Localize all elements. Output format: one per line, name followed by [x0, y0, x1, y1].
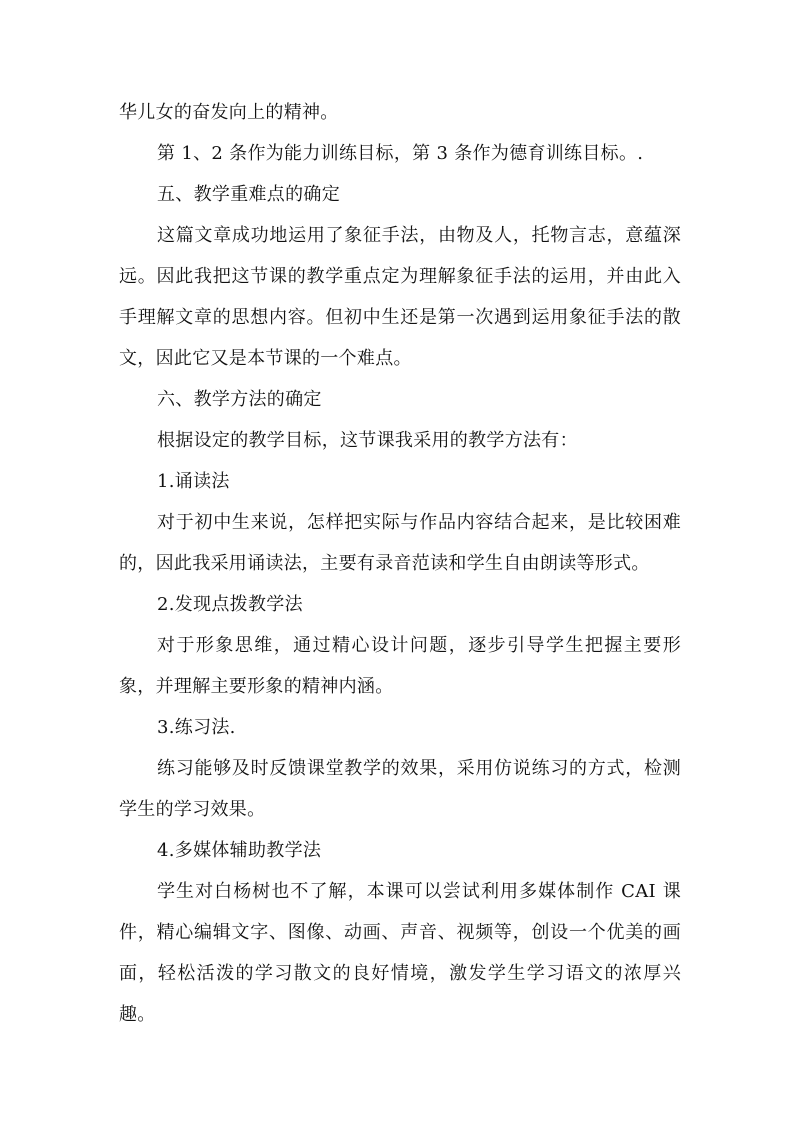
- section-heading-teaching-methods: 六、教学方法的确定: [157, 389, 322, 410]
- method-heading-reading: 1.诵读法: [157, 471, 230, 492]
- method-heading-multimedia: 4.多媒体辅助教学法: [157, 840, 322, 861]
- paragraph-multimedia-method: 学生对白杨树也不了解，本课可以尝试利用多媒体制作 CAI 课件，精心编辑文字、图像、动画、声音、视频等，创设一个优美的画面，轻松活泼的学习散文的良好情境，激发学生学习语文的浓厚兴趣。: [119, 881, 681, 1025]
- paragraph-continuation: 华儿女的奋发向上的精神。: [119, 102, 339, 123]
- paragraph-reading-method: 对于初中生来说，怎样把实际与作品内容结合起来，是比较困难的，因此我采用诵读法，主要有录音范读和学生自由朗读等形式。: [119, 512, 681, 574]
- method-heading-practice: 3.练习法.: [157, 717, 236, 738]
- paragraph-key-difficulties: 这篇文章成功地运用了象征手法，由物及人，托物言志，意蕴深远。因此我把这节课的教学重点定为理解象征手法的运用，并由此入手理解文章的思想内容。但初中生还是第一次遇到运用象征手法的散文，因此它又是本节课的一个难点。: [119, 225, 681, 369]
- section-heading-key-difficulties: 五、教学重难点的确定: [157, 184, 340, 205]
- paragraph-practice-method: 练习能够及时反馈课堂教学的效果，采用仿说练习的方式，检测学生的学习效果。: [119, 758, 681, 820]
- paragraph-methods-intro: 根据设定的教学目标，这节课我采用的教学方法有：: [157, 430, 578, 451]
- paragraph-goals-note: 第 1、2 条作为能力训练目标，第 3 条作为德育训练目标。.: [157, 143, 644, 164]
- document-body: [119, 92, 681, 1035]
- paragraph-discovery-method: 对于形象思维，通过精心设计问题，逐步引导学生把握主要形象，并理解主要形象的精神内涵。: [119, 635, 681, 697]
- method-heading-discovery: 2.发现点拨教学法: [157, 594, 303, 615]
